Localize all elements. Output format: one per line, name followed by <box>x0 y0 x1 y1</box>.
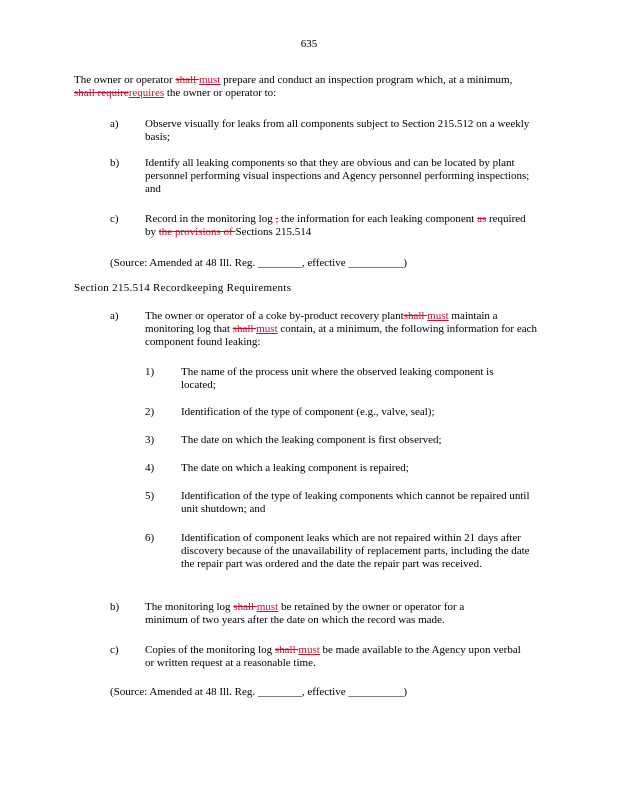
deleted-text: , <box>275 213 279 225</box>
item-text-run: required by <box>145 213 526 238</box>
deleted-text: shall <box>403 310 428 322</box>
source-note: (Source: Amended at 48 Ill. Reg. ________, effective __________) <box>110 257 408 269</box>
deleted-text: shall require <box>74 87 129 99</box>
deleted-text: shall <box>175 74 199 86</box>
deleted-text: shall <box>274 644 299 656</box>
deleted-text: shall <box>232 323 257 335</box>
item-text <box>145 601 505 627</box>
item-text-run: be made available to the Agency upon verbal or written request at a reasonable time. <box>145 644 521 669</box>
item-text-run: The monitoring log <box>145 601 234 613</box>
item-text: Observe visually for leaks from all components subject to Section 215.512 on a weekly basis; <box>145 118 530 143</box>
subitem-text: Identification of component leaks which are not repaired within 21 days after discovery because of the unavailability of replacement parts, including the date the repair part was ordered and the date the repair part was received. <box>181 532 530 570</box>
page-number: 635 <box>300 38 318 50</box>
item-text <box>145 310 537 349</box>
item-label: b) <box>110 157 120 169</box>
item-text-run: maintain a monitoring log that <box>145 310 498 335</box>
item-text-run: Record in the monitoring log <box>145 213 276 225</box>
subitem-label: 1) <box>145 366 155 378</box>
subitem-label: 6) <box>145 532 155 544</box>
deleted-text: shall <box>233 601 257 613</box>
source-note: (Source: Amended at 48 Ill. Reg. ________, effective __________) <box>110 686 408 698</box>
item-text-run: The owner or operator of a coke by-product recovery plant <box>145 310 404 322</box>
intro-paragraph <box>74 74 534 100</box>
inserted-text: must <box>198 74 221 86</box>
subitem-label: 4) <box>145 462 155 474</box>
subitem-text: The date on which a leaking component is repaired; <box>181 462 409 474</box>
item-text <box>145 644 530 670</box>
subitem-text: The date on which the leaking component is first observed; <box>181 434 442 446</box>
subitem-label: 3) <box>145 434 155 446</box>
inserted-text: must <box>298 644 320 656</box>
item-text-run: Sections 215.514 <box>235 226 312 238</box>
item-text-run: the information for each leaking component <box>278 213 478 225</box>
inserted-text: must <box>256 323 278 335</box>
item-label: b) <box>110 601 120 613</box>
item-label: a) <box>110 310 119 322</box>
inserted-text: must <box>256 601 279 613</box>
subitem-text: Identification of the type of component (e.g., valve, seal); <box>181 406 435 418</box>
item-label: c) <box>110 213 119 225</box>
subitem-label: 2) <box>145 406 155 418</box>
deleted-text: as <box>477 213 487 225</box>
item-text-run: contain, at a minimum, the following information for each component found leaking: <box>145 323 537 348</box>
item-text-run: be retained by the owner or operator for a minimum of two years after the date on which the record was made. <box>145 601 465 626</box>
item-text: Identify all leaking components so that they are obvious and can be located by plant personnel performing visual inspections and Agency personnel performing inspections; and <box>145 157 530 195</box>
item-label: a) <box>110 118 119 130</box>
intro-text: prepare and conduct an inspection program which, at a minimum, <box>220 74 513 86</box>
deleted-text: the provisions of <box>158 226 236 238</box>
subitem-text: The name of the process unit where the observed leaking component is located; <box>181 366 494 391</box>
subitem-text: Identification of the type of leaking components which cannot be repaired until unit shutdown; and <box>181 490 530 515</box>
item-text-run: Copies of the monitoring log <box>145 644 275 656</box>
inserted-text: requires <box>128 87 165 99</box>
inserted-text: must <box>427 310 449 322</box>
section-heading: Section 215.514 Recordkeeping Requirements <box>74 282 292 294</box>
item-label: c) <box>110 644 119 656</box>
subitem-label: 5) <box>145 490 155 502</box>
intro-text: The owner or operator <box>74 74 176 86</box>
intro-text: the owner or operator to: <box>164 87 277 99</box>
item-text <box>145 213 530 239</box>
